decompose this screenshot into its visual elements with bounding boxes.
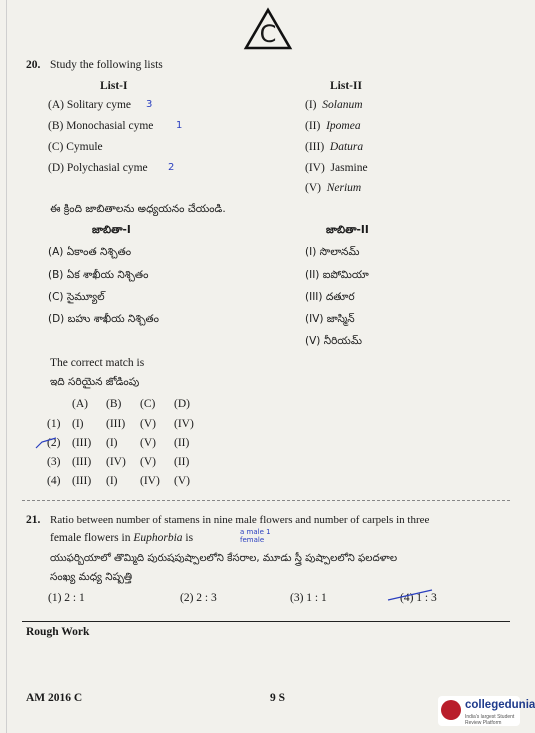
q21-option-4: (4) 1 : 3 xyxy=(400,592,437,604)
paper-code: AM 2016 C xyxy=(26,692,83,704)
list2-item-4 xyxy=(305,162,368,174)
q21-telugu-line2: సంఖ్య మధ్య నిష్పత్తి xyxy=(50,571,133,583)
telugu-list2-item-2: (II) ఐపోమియా xyxy=(305,269,369,281)
watermark-tagline: India's largest Student Review Platform xyxy=(465,714,515,726)
list1-item-a: (A) Solitary cyme xyxy=(48,99,132,111)
list2-num: (III) xyxy=(305,141,325,153)
option-cell: (III) xyxy=(72,475,92,487)
option-cell: (III) xyxy=(72,456,92,468)
option-cell: (V) xyxy=(140,456,156,468)
list1-item-b: (B) Monochasial cyme xyxy=(48,120,154,132)
option-row xyxy=(72,418,208,430)
option-cell: (IV) xyxy=(140,475,160,487)
match-column-headers xyxy=(72,398,208,410)
option-cell: (IV) xyxy=(106,456,126,468)
list2-item-5 xyxy=(305,182,361,194)
q21-option-3: (3) 1 : 1 xyxy=(290,592,327,604)
option-num: (3) xyxy=(47,456,61,468)
q21-species: Euphorbia xyxy=(133,532,183,544)
option-cell: (IV) xyxy=(174,418,194,430)
list2-num: (V) xyxy=(305,182,321,194)
page-edge xyxy=(6,0,7,733)
telugu-prompt: ఈ క్రింది జాబితాలను అధ్యయనం చేయండి. xyxy=(50,203,226,215)
column-c: (C) xyxy=(140,398,156,410)
list2-name: Jasmine xyxy=(330,162,368,174)
q21-option-2: (2) 2 : 3 xyxy=(180,592,217,604)
list2-num: (I) xyxy=(305,99,317,111)
option-row xyxy=(72,475,208,487)
list2-name: Ipomea xyxy=(326,120,361,132)
section-divider xyxy=(22,500,510,501)
list2-item-2 xyxy=(305,120,361,132)
column-b: (B) xyxy=(106,398,122,410)
list2-item-3 xyxy=(305,141,363,153)
option-cell: (I) xyxy=(106,475,118,487)
pen-tick-icon xyxy=(386,586,436,606)
list2-name: Datura xyxy=(329,141,364,153)
watermark-brand: collegedunia xyxy=(465,699,535,711)
option-cell: (V) xyxy=(174,475,190,487)
option-cell: (I) xyxy=(72,418,84,430)
match-prompt: The correct match is xyxy=(50,357,145,369)
list2-num: (IV) xyxy=(305,162,325,174)
q20-prompt: Study the following lists xyxy=(50,59,163,71)
option-cell: (I) xyxy=(106,437,118,449)
option-cell: (III) xyxy=(72,437,92,449)
option-num: (2) xyxy=(47,437,61,449)
option-row xyxy=(72,456,208,468)
telugu-list2-item-5: (V) నీరియమ్ xyxy=(305,335,362,347)
option-num: (1) xyxy=(47,418,61,430)
column-d: (D) xyxy=(174,398,190,410)
q20-number: 20. xyxy=(26,59,41,71)
list2-num: (II) xyxy=(305,120,321,132)
q21-line2-prefix: female flowers in xyxy=(50,532,134,544)
page-number: 9 S xyxy=(270,692,286,704)
q21-line2-suffix: is xyxy=(182,532,194,544)
telugu-list1-item-a: (A) ఏకాంత నిశ్చితం xyxy=(48,246,132,258)
q21-option-1: (1) 2 : 1 xyxy=(48,592,85,604)
list1-title: List-I xyxy=(100,80,128,92)
rough-work-label: Rough Work xyxy=(26,626,90,638)
q21-telugu-line1: యుఫర్బియాలో తొమ్మిది పురుషపుష్పాలలోని కేసరాల, మూడు స్త్రీ పుష్పాలలోని ఫలదళాల xyxy=(50,553,398,564)
rough-work-rule xyxy=(22,621,510,622)
note-d: 2 xyxy=(168,162,175,173)
telugu-list2-item-4: (IV) జాస్మిన్ xyxy=(305,313,355,325)
telugu-list1-item-d: (D) బహు శాఖీయ నిశ్చితం xyxy=(48,313,159,325)
telugu-list2-item-3: (III) దతూర xyxy=(305,291,355,303)
collegedunia-logo-icon xyxy=(441,700,461,720)
q21-line1: Ratio between number of stamens in nine male flowers and number of carpels in three xyxy=(50,514,430,526)
list2-name: Solanum xyxy=(322,99,363,111)
option-cell: (II) xyxy=(174,456,190,468)
list2-item-1 xyxy=(305,99,363,111)
q21-annotation: a male 1 female xyxy=(240,528,271,544)
telugu-list1-title: జాబితా-I xyxy=(92,224,131,236)
list1-item-c: (C) Cymule xyxy=(48,141,103,153)
telugu-list2-title: జాబితా-II xyxy=(326,224,369,236)
option-cell: (V) xyxy=(140,418,156,430)
telugu-list1-item-b: (B) ఏక శాఖీయ నిశ్చితం xyxy=(48,269,149,281)
q21-number: 21. xyxy=(26,514,41,526)
column-a: (A) xyxy=(72,398,88,410)
telugu-list1-item-c: (C) సైమ్యూల్ xyxy=(48,291,105,303)
option-row xyxy=(72,437,208,449)
option-cell: (III) xyxy=(106,418,126,430)
option-cell: (II) xyxy=(174,437,190,449)
list1-item-d: (D) Polychasial cyme xyxy=(48,162,148,174)
set-letter: C xyxy=(259,20,277,48)
note-a: 3 xyxy=(146,99,153,110)
option-cell: (V) xyxy=(140,437,156,449)
collegedunia-watermark xyxy=(438,696,535,726)
list2-title: List-II xyxy=(330,80,362,92)
telugu-list2-item-1: (I) సొలానమ్ xyxy=(305,246,360,258)
pen-tick-icon xyxy=(34,434,61,452)
option-num: (4) xyxy=(47,475,61,487)
list2-name: Nerium xyxy=(326,182,362,194)
match-prompt-telugu: ఇది సరియైన జోడింపు xyxy=(50,376,140,388)
q21-line2 xyxy=(50,532,193,544)
note-b: 1 xyxy=(176,120,183,131)
